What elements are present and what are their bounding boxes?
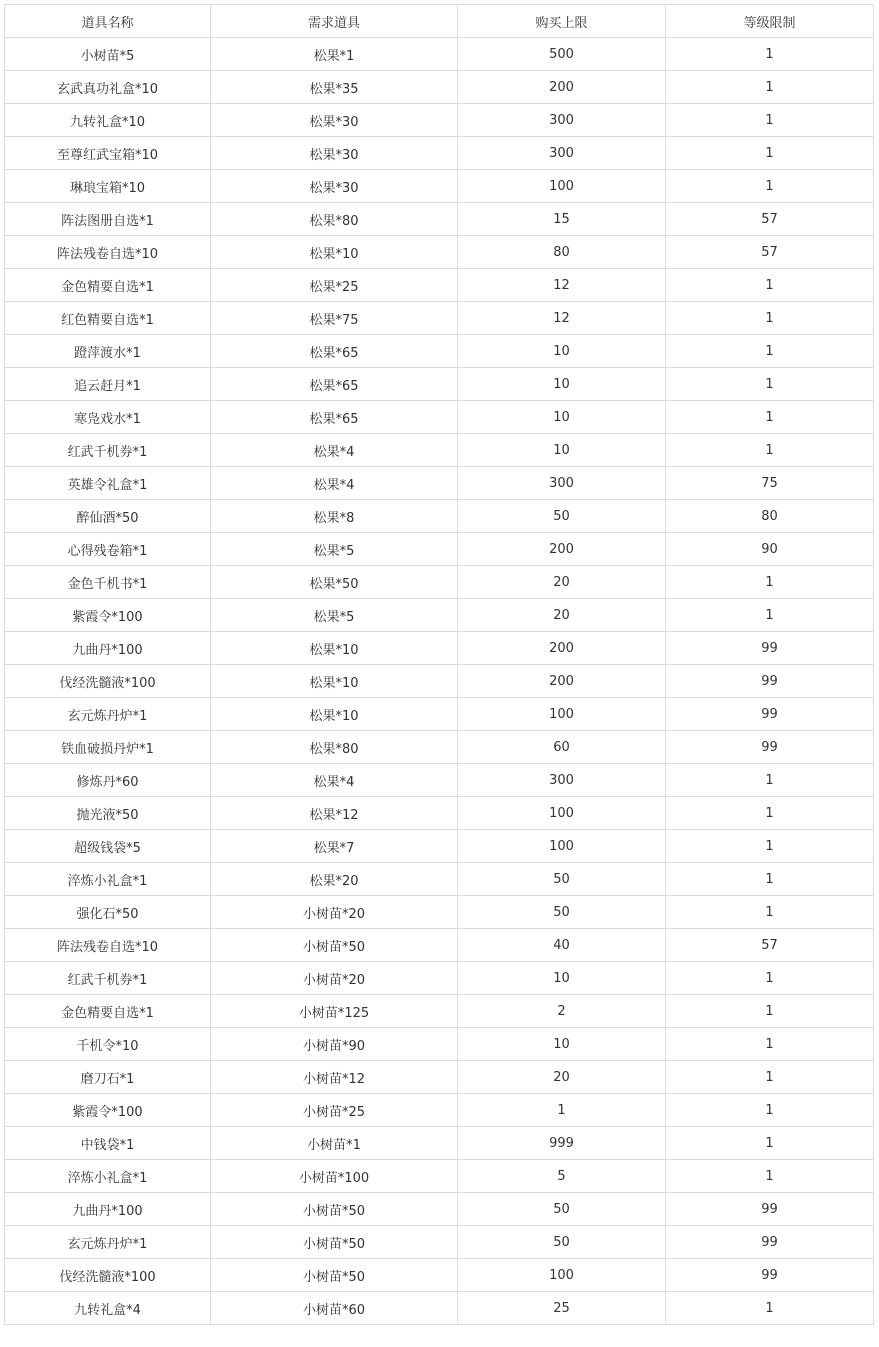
cell-required-item: 小树苗*20 xyxy=(211,896,458,929)
cell-level-limit: 99 xyxy=(666,731,874,764)
cell-required-item: 松果*65 xyxy=(211,368,458,401)
cell-purchase-limit: 20 xyxy=(458,599,666,632)
cell-level-limit: 80 xyxy=(666,500,874,533)
table-row xyxy=(5,929,874,962)
cell-purchase-limit: 10 xyxy=(458,962,666,995)
header-level-limit: 等级限制 xyxy=(666,5,874,38)
cell-item-name: 九转礼盒*4 xyxy=(5,1292,211,1325)
cell-required-item: 松果*80 xyxy=(211,203,458,236)
table-row xyxy=(5,1226,874,1259)
cell-item-name: 阵法图册自选*1 xyxy=(5,203,211,236)
cell-item-name: 中钱袋*1 xyxy=(5,1127,211,1160)
cell-purchase-limit: 200 xyxy=(458,632,666,665)
cell-purchase-limit: 10 xyxy=(458,401,666,434)
cell-level-limit: 1 xyxy=(666,269,874,302)
cell-required-item: 松果*25 xyxy=(211,269,458,302)
cell-purchase-limit: 10 xyxy=(458,434,666,467)
cell-required-item: 小树苗*25 xyxy=(211,1094,458,1127)
table-row xyxy=(5,467,874,500)
cell-level-limit: 99 xyxy=(666,632,874,665)
cell-purchase-limit: 100 xyxy=(458,1259,666,1292)
cell-item-name: 淬炼小礼盒*1 xyxy=(5,863,211,896)
cell-level-limit: 99 xyxy=(666,665,874,698)
cell-level-limit: 1 xyxy=(666,104,874,137)
table-row xyxy=(5,269,874,302)
cell-purchase-limit: 300 xyxy=(458,137,666,170)
cell-purchase-limit: 100 xyxy=(458,797,666,830)
cell-required-item: 松果*80 xyxy=(211,731,458,764)
cell-purchase-limit: 20 xyxy=(458,566,666,599)
header-item-name: 道具名称 xyxy=(5,5,211,38)
table-body xyxy=(5,38,874,1325)
cell-item-name: 九曲丹*100 xyxy=(5,632,211,665)
cell-required-item: 小树苗*20 xyxy=(211,962,458,995)
table-row xyxy=(5,764,874,797)
table-row xyxy=(5,500,874,533)
cell-item-name: 寒凫戏水*1 xyxy=(5,401,211,434)
table-row xyxy=(5,1061,874,1094)
cell-item-name: 抛光液*50 xyxy=(5,797,211,830)
cell-item-name: 紫霞令*100 xyxy=(5,1094,211,1127)
cell-purchase-limit: 300 xyxy=(458,104,666,137)
cell-required-item: 松果*5 xyxy=(211,599,458,632)
cell-purchase-limit: 40 xyxy=(458,929,666,962)
cell-required-item: 松果*5 xyxy=(211,533,458,566)
cell-required-item: 松果*10 xyxy=(211,632,458,665)
cell-required-item: 松果*12 xyxy=(211,797,458,830)
cell-item-name: 心得残卷箱*1 xyxy=(5,533,211,566)
cell-purchase-limit: 200 xyxy=(458,71,666,104)
cell-purchase-limit: 300 xyxy=(458,467,666,500)
table-row xyxy=(5,1193,874,1226)
cell-item-name: 修炼丹*60 xyxy=(5,764,211,797)
cell-item-name: 阵法残卷自选*10 xyxy=(5,236,211,269)
cell-item-name: 阵法残卷自选*10 xyxy=(5,929,211,962)
cell-level-limit: 75 xyxy=(666,467,874,500)
table-row xyxy=(5,335,874,368)
table-row xyxy=(5,632,874,665)
table-row xyxy=(5,1028,874,1061)
cell-required-item: 小树苗*50 xyxy=(211,929,458,962)
header-required-item: 需求道具 xyxy=(211,5,458,38)
cell-required-item: 小树苗*50 xyxy=(211,1259,458,1292)
cell-item-name: 英雄令礼盒*1 xyxy=(5,467,211,500)
cell-required-item: 小树苗*12 xyxy=(211,1061,458,1094)
cell-item-name: 追云赶月*1 xyxy=(5,368,211,401)
table-row xyxy=(5,566,874,599)
table-row xyxy=(5,995,874,1028)
cell-item-name: 玄元炼丹炉*1 xyxy=(5,1226,211,1259)
cell-required-item: 小树苗*90 xyxy=(211,1028,458,1061)
cell-purchase-limit: 50 xyxy=(458,1193,666,1226)
cell-level-limit: 1 xyxy=(666,764,874,797)
cell-purchase-limit: 20 xyxy=(458,1061,666,1094)
cell-item-name: 琳琅宝箱*10 xyxy=(5,170,211,203)
cell-required-item: 松果*35 xyxy=(211,71,458,104)
cell-required-item: 松果*4 xyxy=(211,764,458,797)
table-row xyxy=(5,203,874,236)
cell-item-name: 红武千机券*1 xyxy=(5,962,211,995)
cell-level-limit: 99 xyxy=(666,1259,874,1292)
cell-required-item: 松果*30 xyxy=(211,137,458,170)
cell-required-item: 松果*8 xyxy=(211,500,458,533)
cell-required-item: 松果*20 xyxy=(211,863,458,896)
cell-purchase-limit: 10 xyxy=(458,335,666,368)
cell-item-name: 淬炼小礼盒*1 xyxy=(5,1160,211,1193)
header-row xyxy=(5,5,874,38)
cell-level-limit: 57 xyxy=(666,203,874,236)
cell-required-item: 松果*30 xyxy=(211,170,458,203)
cell-item-name: 红色精要自选*1 xyxy=(5,302,211,335)
cell-level-limit: 99 xyxy=(666,1193,874,1226)
cell-purchase-limit: 100 xyxy=(458,830,666,863)
table-row xyxy=(5,599,874,632)
cell-purchase-limit: 300 xyxy=(458,764,666,797)
cell-required-item: 松果*75 xyxy=(211,302,458,335)
cell-level-limit: 1 xyxy=(666,995,874,1028)
cell-purchase-limit: 12 xyxy=(458,302,666,335)
cell-level-limit: 1 xyxy=(666,863,874,896)
table-row xyxy=(5,731,874,764)
cell-level-limit: 1 xyxy=(666,1028,874,1061)
table-row xyxy=(5,1292,874,1325)
table-row xyxy=(5,368,874,401)
cell-level-limit: 1 xyxy=(666,962,874,995)
cell-item-name: 紫霞令*100 xyxy=(5,599,211,632)
cell-purchase-limit: 100 xyxy=(458,170,666,203)
cell-purchase-limit: 12 xyxy=(458,269,666,302)
cell-level-limit: 1 xyxy=(666,335,874,368)
cell-required-item: 小树苗*60 xyxy=(211,1292,458,1325)
cell-level-limit: 1 xyxy=(666,401,874,434)
table-row xyxy=(5,1160,874,1193)
cell-purchase-limit: 50 xyxy=(458,863,666,896)
table-row xyxy=(5,1094,874,1127)
cell-required-item: 松果*30 xyxy=(211,104,458,137)
cell-purchase-limit: 200 xyxy=(458,665,666,698)
cell-level-limit: 1 xyxy=(666,434,874,467)
cell-item-name: 伐经洗髓液*100 xyxy=(5,1259,211,1292)
cell-required-item: 松果*10 xyxy=(211,236,458,269)
cell-item-name: 九曲丹*100 xyxy=(5,1193,211,1226)
cell-purchase-limit: 5 xyxy=(458,1160,666,1193)
table-row xyxy=(5,170,874,203)
cell-level-limit: 1 xyxy=(666,1061,874,1094)
cell-level-limit: 1 xyxy=(666,71,874,104)
cell-item-name: 强化石*50 xyxy=(5,896,211,929)
cell-item-name: 磨刀石*1 xyxy=(5,1061,211,1094)
cell-item-name: 玄武真功礼盒*10 xyxy=(5,71,211,104)
cell-required-item: 松果*10 xyxy=(211,665,458,698)
cell-purchase-limit: 100 xyxy=(458,698,666,731)
cell-purchase-limit: 80 xyxy=(458,236,666,269)
cell-purchase-limit: 25 xyxy=(458,1292,666,1325)
table-row xyxy=(5,698,874,731)
cell-level-limit: 1 xyxy=(666,1094,874,1127)
cell-required-item: 小树苗*125 xyxy=(211,995,458,1028)
cell-item-name: 醉仙酒*50 xyxy=(5,500,211,533)
cell-level-limit: 1 xyxy=(666,566,874,599)
cell-purchase-limit: 2 xyxy=(458,995,666,1028)
table-row xyxy=(5,533,874,566)
cell-item-name: 铁血破损丹炉*1 xyxy=(5,731,211,764)
table-row xyxy=(5,1127,874,1160)
table-row xyxy=(5,434,874,467)
cell-level-limit: 1 xyxy=(666,1292,874,1325)
cell-level-limit: 57 xyxy=(666,929,874,962)
cell-item-name: 千机令*10 xyxy=(5,1028,211,1061)
cell-level-limit: 1 xyxy=(666,170,874,203)
cell-item-name: 红武千机券*1 xyxy=(5,434,211,467)
table-row xyxy=(5,71,874,104)
cell-level-limit: 1 xyxy=(666,137,874,170)
cell-item-name: 金色精要自选*1 xyxy=(5,995,211,1028)
cell-level-limit: 1 xyxy=(666,797,874,830)
cell-level-limit: 1 xyxy=(666,896,874,929)
table-row xyxy=(5,1259,874,1292)
cell-required-item: 松果*4 xyxy=(211,467,458,500)
shop-exchange-table xyxy=(4,4,874,1325)
cell-required-item: 松果*50 xyxy=(211,566,458,599)
table-row xyxy=(5,302,874,335)
cell-purchase-limit: 500 xyxy=(458,38,666,71)
cell-required-item: 松果*4 xyxy=(211,434,458,467)
cell-item-name: 小树苗*5 xyxy=(5,38,211,71)
cell-item-name: 九转礼盒*10 xyxy=(5,104,211,137)
table-header xyxy=(5,5,874,38)
table-row xyxy=(5,104,874,137)
cell-purchase-limit: 999 xyxy=(458,1127,666,1160)
cell-level-limit: 1 xyxy=(666,599,874,632)
cell-level-limit: 1 xyxy=(666,1127,874,1160)
cell-level-limit: 1 xyxy=(666,38,874,71)
cell-level-limit: 1 xyxy=(666,1160,874,1193)
cell-purchase-limit: 50 xyxy=(458,1226,666,1259)
cell-item-name: 伐经洗髓液*100 xyxy=(5,665,211,698)
cell-purchase-limit: 15 xyxy=(458,203,666,236)
cell-item-name: 金色精要自选*1 xyxy=(5,269,211,302)
cell-required-item: 松果*65 xyxy=(211,335,458,368)
cell-purchase-limit: 50 xyxy=(458,500,666,533)
cell-purchase-limit: 50 xyxy=(458,896,666,929)
cell-level-limit: 57 xyxy=(666,236,874,269)
cell-required-item: 松果*1 xyxy=(211,38,458,71)
cell-level-limit: 99 xyxy=(666,1226,874,1259)
table-row xyxy=(5,863,874,896)
cell-required-item: 松果*7 xyxy=(211,830,458,863)
cell-item-name: 金色千机书*1 xyxy=(5,566,211,599)
header-purchase-limit: 购买上限 xyxy=(458,5,666,38)
cell-item-name: 玄元炼丹炉*1 xyxy=(5,698,211,731)
cell-purchase-limit: 60 xyxy=(458,731,666,764)
cell-level-limit: 1 xyxy=(666,830,874,863)
cell-required-item: 小树苗*1 xyxy=(211,1127,458,1160)
cell-required-item: 松果*10 xyxy=(211,698,458,731)
cell-level-limit: 90 xyxy=(666,533,874,566)
table-row xyxy=(5,962,874,995)
cell-level-limit: 99 xyxy=(666,698,874,731)
cell-required-item: 小树苗*50 xyxy=(211,1226,458,1259)
cell-item-name: 至尊红武宝箱*10 xyxy=(5,137,211,170)
table-row xyxy=(5,38,874,71)
cell-purchase-limit: 1 xyxy=(458,1094,666,1127)
table-row xyxy=(5,137,874,170)
table-row xyxy=(5,896,874,929)
cell-level-limit: 1 xyxy=(666,368,874,401)
table-row xyxy=(5,401,874,434)
cell-purchase-limit: 200 xyxy=(458,533,666,566)
cell-item-name: 蹬萍渡水*1 xyxy=(5,335,211,368)
cell-purchase-limit: 10 xyxy=(458,368,666,401)
cell-purchase-limit: 10 xyxy=(458,1028,666,1061)
table-row xyxy=(5,830,874,863)
table-row xyxy=(5,797,874,830)
cell-required-item: 小树苗*100 xyxy=(211,1160,458,1193)
cell-required-item: 小树苗*50 xyxy=(211,1193,458,1226)
cell-level-limit: 1 xyxy=(666,302,874,335)
shop-table-container xyxy=(4,4,873,1325)
table-row xyxy=(5,665,874,698)
cell-item-name: 超级钱袋*5 xyxy=(5,830,211,863)
table-row xyxy=(5,236,874,269)
cell-required-item: 松果*65 xyxy=(211,401,458,434)
